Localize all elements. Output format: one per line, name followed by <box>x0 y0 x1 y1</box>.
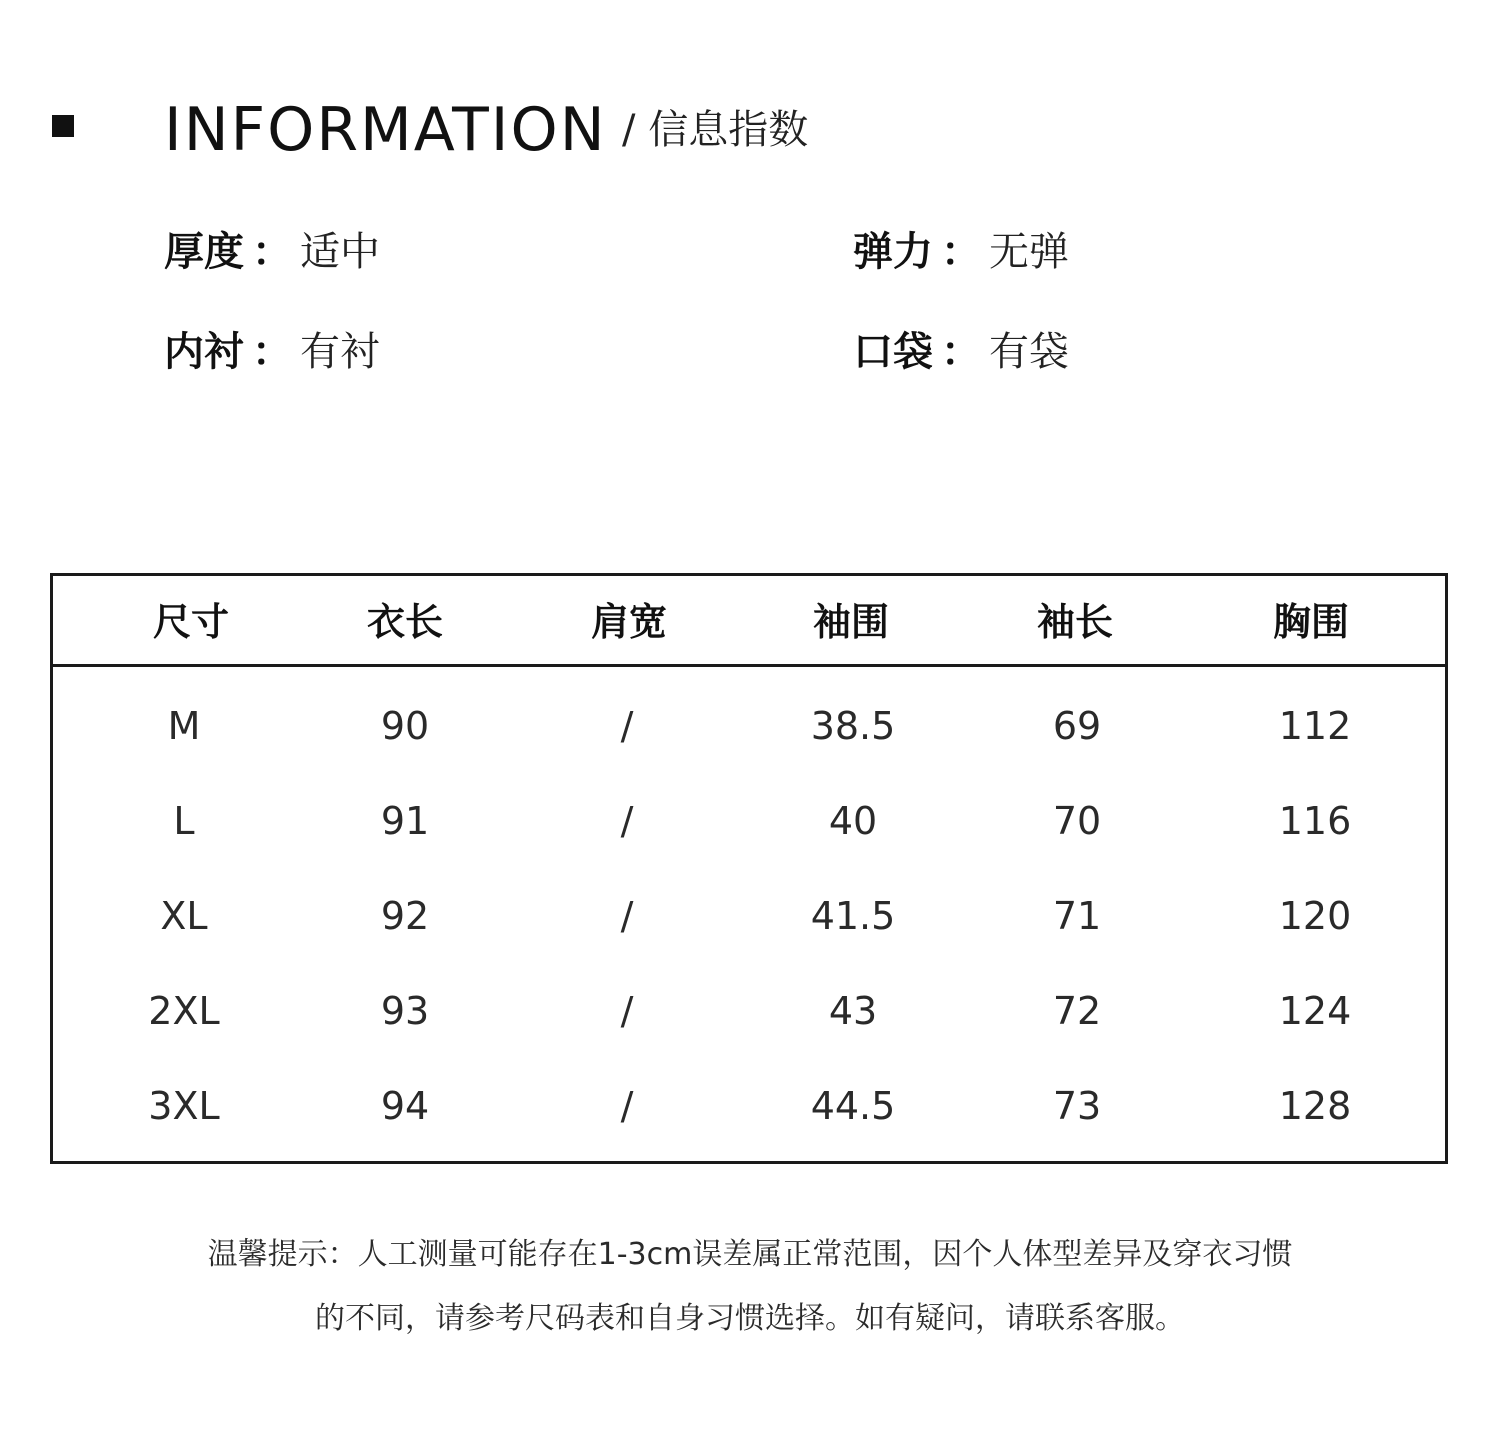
table-cell: XL <box>160 894 208 938</box>
table-cell: 94 <box>380 1084 430 1128</box>
table-header-cell: 肩宽 <box>590 600 667 644</box>
table-row <box>53 965 1445 1060</box>
table-cell: 2XL <box>148 989 220 1033</box>
table-cell: 124 <box>1278 989 1352 1033</box>
table-cell: / <box>620 799 634 843</box>
table-cell: 90 <box>380 704 430 748</box>
table-cell: 120 <box>1278 894 1352 938</box>
note-line-1: 温馨提示：人工测量可能存在1-3cm误差属正常范围，因个人体型差异及穿衣习惯 <box>207 1237 1293 1272</box>
table-cell: 116 <box>1278 799 1352 843</box>
info-label: 厚度 <box>164 229 244 275</box>
info-colon: ： <box>941 229 981 275</box>
info-label: 弹力 <box>853 229 933 275</box>
info-value: 无弹 <box>989 229 1069 275</box>
table-cell: 71 <box>1052 894 1102 938</box>
table-cell: / <box>620 1084 634 1128</box>
table-header-cell: 袖围 <box>812 600 889 644</box>
table-cell: 92 <box>380 894 430 938</box>
table-cell: 69 <box>1052 704 1102 748</box>
size-table <box>50 573 1448 1164</box>
table-header-cell: 衣长 <box>366 600 443 644</box>
table-cell: 41.5 <box>810 894 896 938</box>
square-bullet-icon <box>52 115 74 137</box>
info-label: 内衬 <box>164 329 244 375</box>
info-item-pocket <box>853 322 1069 382</box>
table-cell: 91 <box>380 799 430 843</box>
table-header-cell: 尺寸 <box>152 600 229 644</box>
table-cell: 128 <box>1278 1084 1352 1128</box>
table-cell: 44.5 <box>810 1084 896 1128</box>
info-value: 有衬 <box>300 329 380 375</box>
table-cell: 38.5 <box>810 704 896 748</box>
table-cell: 70 <box>1052 799 1102 843</box>
info-value: 有袋 <box>989 329 1069 375</box>
table-row <box>53 775 1445 870</box>
table-cell: 73 <box>1052 1084 1102 1128</box>
table-cell: L <box>173 799 195 843</box>
info-value: 适中 <box>300 229 380 275</box>
table-cell: / <box>620 704 634 748</box>
info-label: 口袋 <box>853 329 933 375</box>
table-header-row <box>53 576 1445 667</box>
section-title: INFORMATION <box>164 95 607 165</box>
table-cell: 72 <box>1052 989 1102 1033</box>
section-subtitle: / 信息指数 <box>622 107 809 153</box>
table-header-cell: 袖长 <box>1036 600 1113 644</box>
table-cell: 43 <box>828 989 878 1033</box>
info-colon: ： <box>941 329 981 375</box>
info-item-thickness <box>164 222 380 282</box>
table-cell: / <box>620 989 634 1033</box>
table-row <box>53 680 1445 775</box>
note-line-2: 的不同，请参考尺码表和自身习惯选择。如有疑问，请联系客服。 <box>315 1301 1185 1336</box>
info-item-elasticity <box>853 222 1069 282</box>
table-header-cell: 胸围 <box>1272 600 1349 644</box>
table-row <box>53 1060 1445 1155</box>
table-cell: 3XL <box>148 1084 220 1128</box>
info-item-lining <box>164 322 380 382</box>
info-colon: ： <box>252 229 292 275</box>
table-cell: / <box>620 894 634 938</box>
table-cell: 93 <box>380 989 430 1033</box>
info-colon: ： <box>252 329 292 375</box>
table-cell: 40 <box>828 799 878 843</box>
table-cell: M <box>167 704 201 748</box>
table-cell: 112 <box>1278 704 1352 748</box>
table-row <box>53 870 1445 965</box>
